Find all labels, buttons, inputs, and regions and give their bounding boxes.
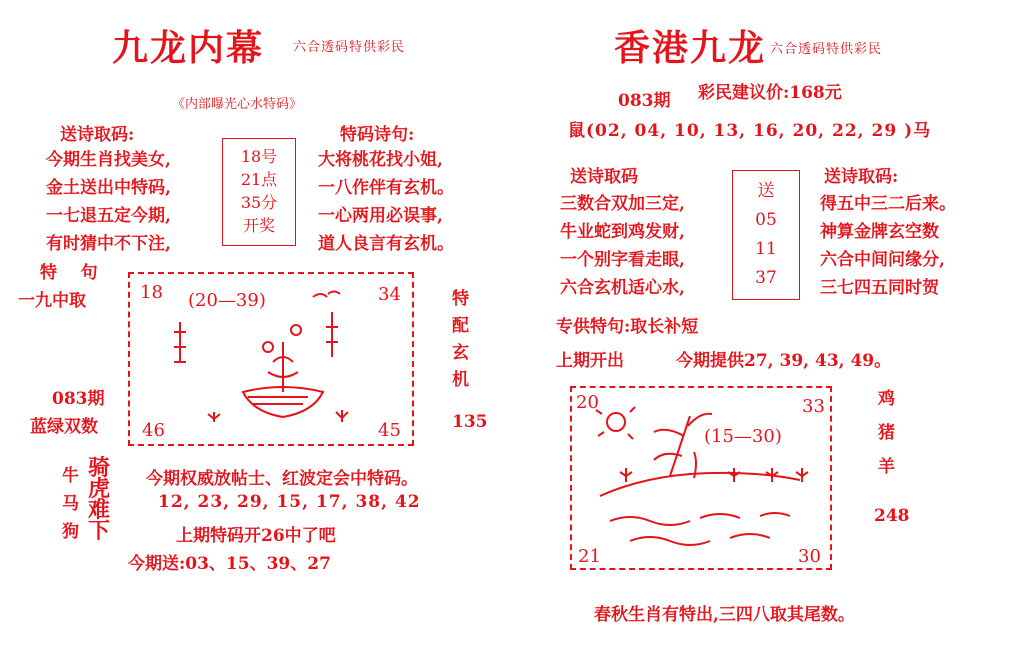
left-numbers: 12, 23, 29, 15, 17, 38, 42 — [158, 492, 421, 512]
left-corner-tr: 34 — [378, 284, 401, 305]
left-corner-bl: 46 — [142, 420, 165, 441]
bold-char: 下 — [88, 518, 111, 544]
left-tema-header: 特码诗句: — [340, 125, 415, 145]
bold-char: 虎 — [88, 476, 111, 502]
poem-line: 一七退五定今期, — [46, 206, 171, 226]
side-char: 猪 — [878, 423, 895, 443]
left-zodiac-col — [62, 462, 79, 546]
poem-line: 六合中间问缘分, — [820, 250, 945, 270]
box-line: 21点 — [240, 170, 278, 189]
box-line: 开奖 — [242, 216, 275, 235]
right-corner-bl: 21 — [578, 546, 601, 567]
box-line: 18号 — [240, 147, 278, 166]
left-authority: 今期权威放帖士、红波定会中特码。 — [146, 469, 418, 489]
right-side-chars — [878, 382, 895, 484]
poem-line: 得五中三二后来。 — [820, 194, 956, 214]
side-char: 特 — [452, 289, 469, 309]
bold-char: 难 — [88, 497, 111, 523]
left-subtitle: 六合透码特供彩民 — [293, 40, 406, 55]
left-yi-jiu: 一九中取 — [18, 291, 86, 311]
right-footer: 春秋生肖有特出,三四八取其尾数。 — [594, 605, 855, 625]
left-poem-header: 送诗取码: — [60, 125, 135, 145]
poem-line: 六合玄机适心水, — [560, 278, 685, 298]
tema-line: 道人良言有玄机。 — [318, 234, 454, 254]
right-issue: 083期 — [618, 91, 671, 111]
side-char: 鸡 — [878, 389, 895, 409]
side-char: 机 — [452, 370, 469, 390]
poem-line: 牛业蛇到鸡发财, — [560, 222, 685, 242]
right-special: 专供特句:取长补短 — [556, 317, 699, 337]
right-poem-right — [820, 190, 956, 302]
bold-char: 骑 — [88, 455, 111, 481]
side-char: 配 — [452, 316, 469, 336]
box-line: 11 — [755, 239, 777, 259]
tema-line: 一心两用必误事, — [318, 206, 443, 226]
right-title: 香港九龙 — [614, 27, 767, 69]
right-poem-header-left: 送诗取码 — [570, 167, 638, 187]
left-side-number: 135 — [452, 412, 488, 432]
left-sketch-drawing — [128, 272, 410, 442]
box-line: 35分 — [240, 193, 278, 212]
tema-line: 大将桃花找小姐, — [318, 150, 443, 170]
poem-line: 今期生肖找美女, — [46, 150, 171, 170]
right-rat-line: 鼠(02, 04, 10, 13, 16, 20, 22, 29 )马 — [568, 121, 932, 141]
left-last-open: 上期特码开26中了吧 — [176, 526, 336, 546]
side-char: 羊 — [878, 457, 895, 477]
left-today-send: 今期送:03、15、39、27 — [128, 554, 331, 574]
left-corner-tl: 18 — [140, 282, 163, 303]
right-poem-header-right: 送诗取码: — [824, 167, 899, 187]
poem-line: 三数合双加三定, — [560, 194, 685, 214]
right-poem-left — [560, 190, 685, 302]
right-corner-br: 30 — [798, 546, 821, 567]
left-title: 九龙内幕 — [112, 27, 265, 69]
right-side-number: 248 — [874, 506, 910, 526]
right-number-box — [732, 170, 800, 300]
left-draw-time-box — [222, 138, 296, 246]
box-line: 05 — [755, 210, 777, 230]
right-sketch-drawing — [570, 386, 828, 566]
left-issue: 083期 — [52, 389, 105, 409]
poem-line: 一个别字看走眼, — [560, 250, 685, 270]
right-price: 彩民建议价:168元 — [698, 83, 842, 103]
right-this-period: 今期提供27, 39, 43, 49。 — [676, 351, 892, 371]
right-range-text: (15—30) — [704, 426, 782, 447]
side-char: 玄 — [452, 343, 469, 363]
poem-line: 有时猜中不下注, — [46, 234, 171, 254]
zodiac: 牛 — [62, 466, 79, 486]
left-poem-lines — [46, 146, 171, 258]
right-corner-tr: 33 — [802, 396, 825, 417]
right-subtitle: 六合透码特供彩民 — [770, 42, 883, 57]
zodiac: 狗 — [62, 522, 79, 542]
poem-line: 三七四五同时贺 — [820, 278, 939, 298]
poem-line: 神算金牌玄空数 — [820, 222, 939, 242]
left-side-chars — [452, 286, 469, 394]
left-range-text: (20—39) — [188, 290, 266, 311]
box-line: 37 — [755, 268, 777, 288]
left-te-ju: 特 句 — [40, 263, 98, 283]
left-color-hint: 蓝绿双数 — [30, 417, 98, 437]
right-last-period: 上期开出 — [556, 351, 624, 371]
poem-line: 金土送出中特码, — [46, 178, 171, 198]
box-line: 送 — [757, 181, 775, 201]
left-secret-line: 《内部曝光心水特码》 — [172, 97, 303, 112]
right-corner-tl: 20 — [576, 392, 599, 413]
zodiac: 马 — [62, 494, 79, 514]
left-tema-lines — [318, 146, 454, 258]
tema-line: 一八作伴有玄机。 — [318, 178, 454, 198]
left-corner-br: 45 — [378, 420, 401, 441]
left-bold-col — [88, 455, 111, 544]
